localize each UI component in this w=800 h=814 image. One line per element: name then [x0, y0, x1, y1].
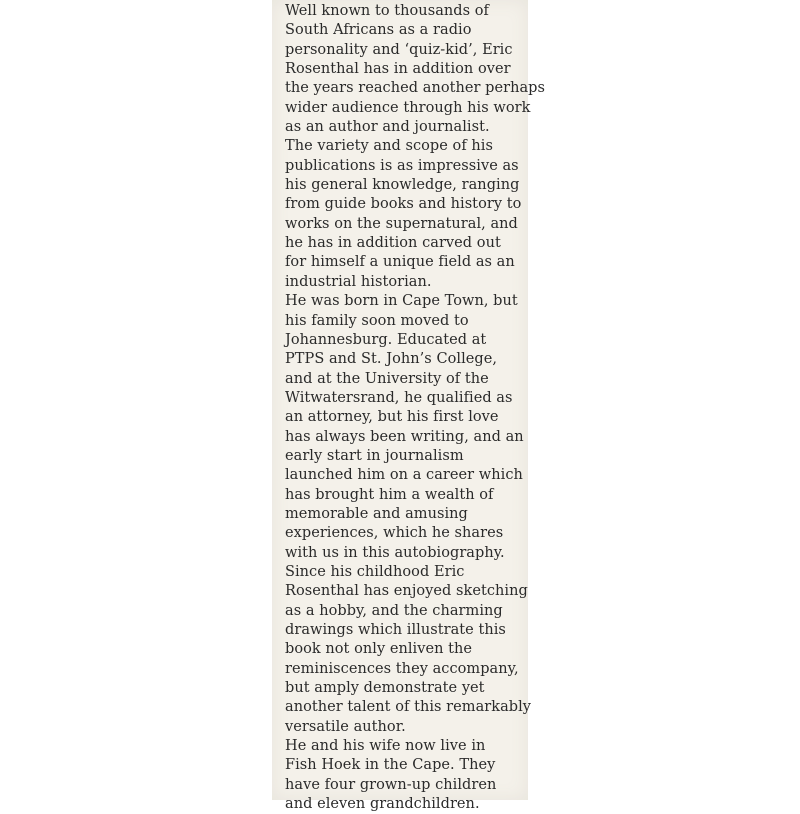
text-line: with us in this autobiography. — [285, 544, 505, 561]
text-line: He was born in Cape Town, but — [285, 293, 518, 310]
text-line: works on the supernatural, and — [285, 215, 518, 232]
text-line: personality and ‘quiz-kid’, Eric — [285, 41, 513, 58]
text-line: Witwatersrand, he qualified as — [285, 389, 513, 406]
text-line: Rosenthal has in addition over — [285, 61, 511, 78]
text-line: book not only enliven the — [285, 641, 473, 658]
text-line: launched him on a career which — [285, 467, 523, 484]
text-line: another talent of this remarkably — [285, 699, 532, 716]
text-line: as a hobby, and the charming — [285, 602, 503, 619]
text-line: his general knowledge, ranging — [285, 177, 520, 194]
text-line: for himself a unique field as an — [285, 254, 515, 271]
text-line: experiences, which he shares — [285, 525, 504, 542]
text-line: and at the University of the — [285, 370, 489, 387]
text-line: but amply demonstrate yet — [285, 680, 485, 697]
text-line: industrial historian. — [285, 273, 432, 290]
text-line: Rosenthal has enjoyed sketching — [285, 583, 528, 600]
text-line: has brought him a wealth of — [285, 486, 494, 503]
text-line: Well known to thousands of — [285, 3, 489, 19]
text-line: the years reached another perhaps — [285, 80, 545, 97]
text-line: versatile author. — [285, 718, 406, 735]
text-line: an attorney, but his first love — [285, 409, 499, 426]
text-line: memorable and amusing — [285, 505, 468, 522]
text-line: publications is as impressive as — [285, 157, 519, 174]
author-biography-text — [285, 2, 545, 814]
text-line: and eleven grandchildren. — [285, 796, 480, 813]
text-line: he has in addition carved out — [285, 235, 501, 252]
text-line: as an author and journalist. — [285, 119, 490, 136]
text-line: South Africans as a radio — [285, 22, 472, 39]
text-line: his family soon moved to — [285, 312, 469, 329]
text-line: Since his childhood Eric — [285, 563, 465, 580]
text-line: Fish Hoek in the Cape. They — [285, 757, 496, 774]
text-line: has always been writing, and an — [285, 428, 524, 445]
text-line: PTPS and St. John’s College, — [285, 351, 498, 368]
text-line: have four grown-up children — [285, 776, 497, 793]
text-line: reminiscences they accompany, — [285, 660, 519, 677]
text-line: He and his wife now live in — [285, 738, 486, 755]
text-line: wider audience through his work — [285, 99, 531, 116]
text-line: The variety and scope of his — [285, 138, 493, 155]
text-line: Johannesburg. Educated at — [285, 331, 487, 348]
text-line: from guide books and history to — [285, 196, 522, 213]
text-line: drawings which illustrate this — [285, 622, 506, 638]
text-line: early start in journalism — [285, 447, 464, 464]
